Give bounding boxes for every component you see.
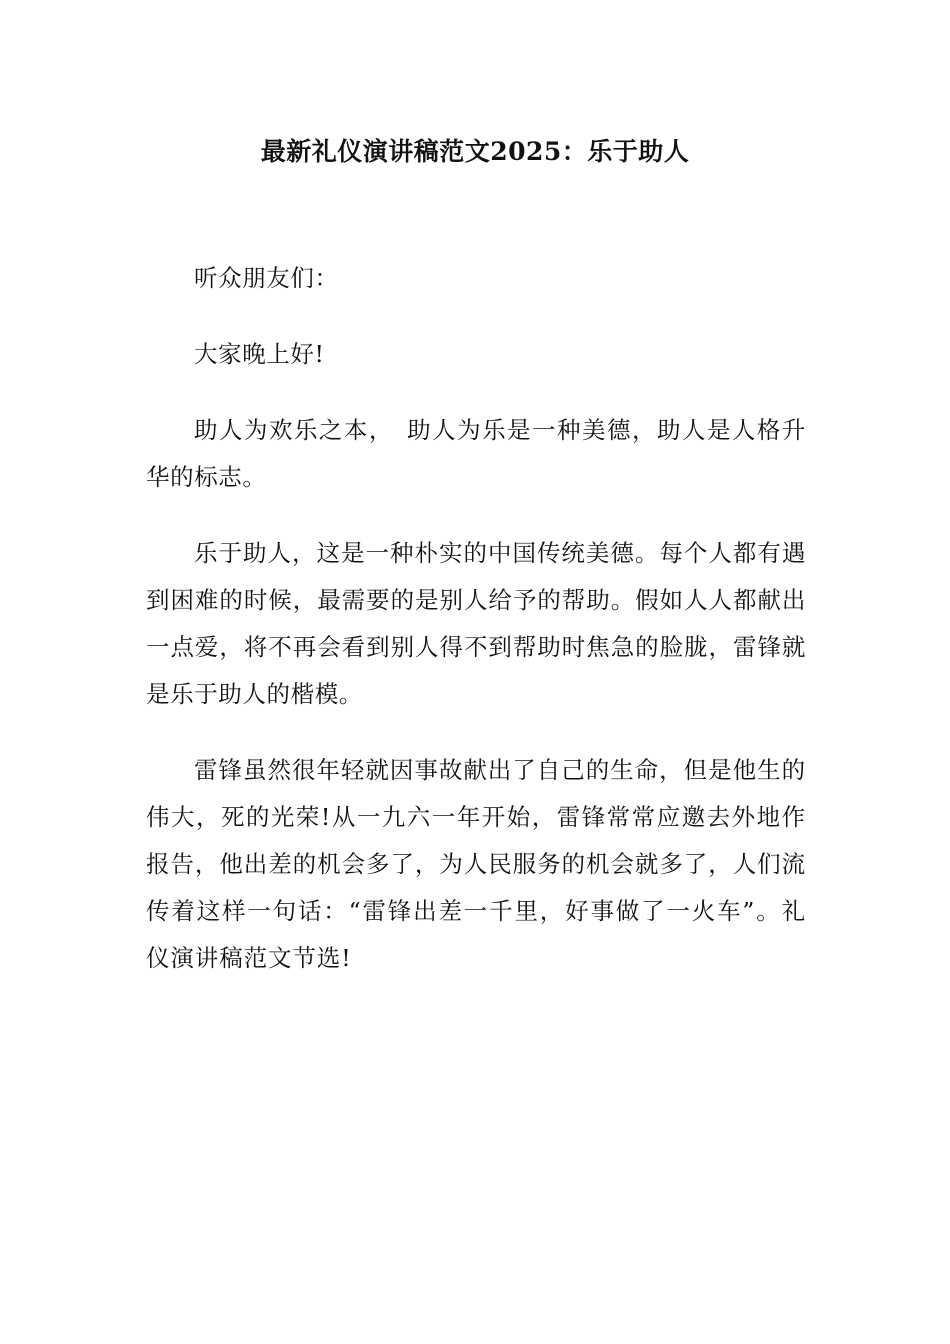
document-body <box>146 255 806 1011</box>
document-title: 最新礼仪演讲稿范文2025：乐于助人 <box>260 137 690 166</box>
paragraph-tradition: 乐于助人，这是一种朴实的中国传统美德。每个人都有遇到困难的时候，最需要的是别人给予的帮助。假如人人都献出一点爱，将不再会看到别人得不到帮助时焦急的脸胧，雷锋就是乐于助人的楷模。 <box>146 539 806 708</box>
paragraph-greeting: 听众朋友们： <box>194 264 339 292</box>
paragraph-leifeng: 雷锋虽然很年轻就因事故献出了自己的生命，但是他生的伟大，死的光荣!从一九六一年开始，雷锋常常应邀去外地作报告，他出差的机会多了，为人民服务的机会就多了，人们流传着这样一句话：“雷锋出差一千里，好事做了一火车”。礼仪演讲稿范文节选! <box>146 756 806 972</box>
paragraph-salutation: 大家晚上好! <box>194 340 325 368</box>
paragraph-intro: 助人为欢乐之本， 助人为乐是一种美德，助人是人格升华的标志。 <box>146 416 806 491</box>
